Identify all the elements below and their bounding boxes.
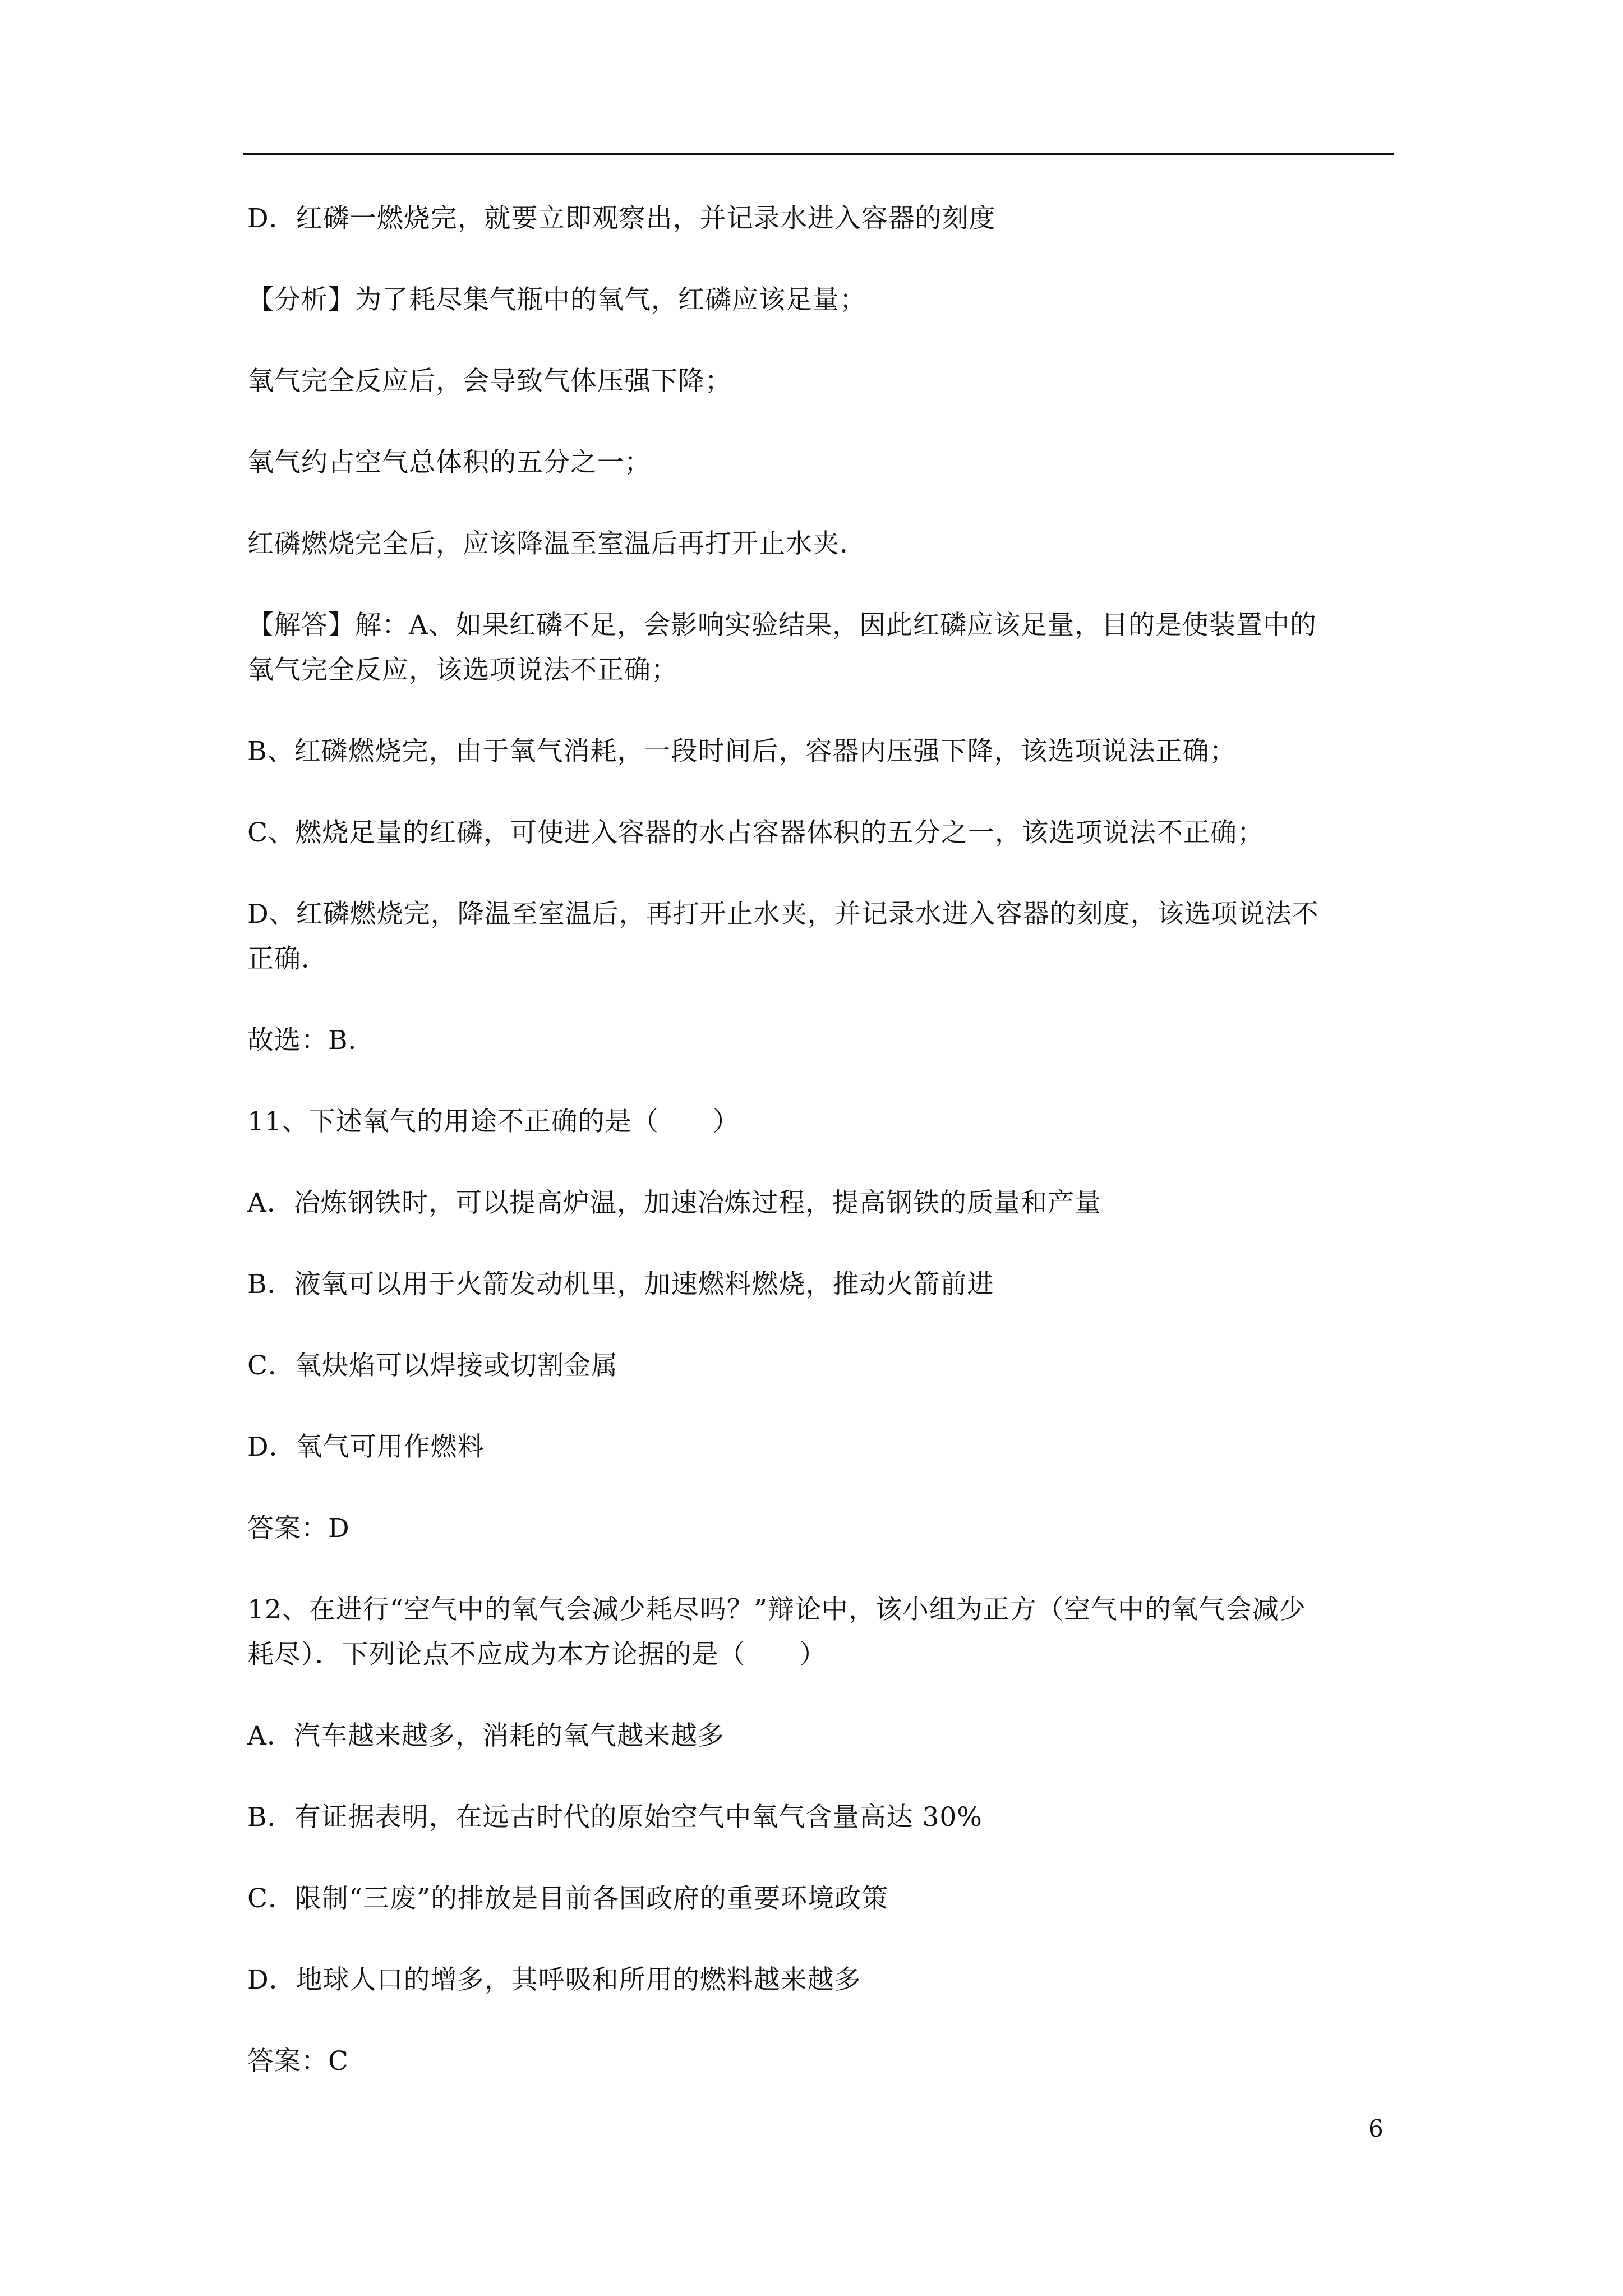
analysis-line: 氧气完全反应后，会导致气体压强下降； bbox=[247, 366, 732, 397]
question-11-stem: 11、下述氧气的用途不正确的是（ ） bbox=[247, 1106, 740, 1137]
analysis-line: 【分析】为了耗尽集气瓶中的氧气，红磷应该足量； bbox=[247, 284, 866, 315]
question-11-answer: 答案：D bbox=[247, 1513, 350, 1544]
question-12-stem: 耗尽）．下列论点不应成为本方论据的是（ ） bbox=[247, 1639, 827, 1670]
option-d-line: D．红磷一燃烧完，就要立即观察出，并记录水进入容器的刻度 bbox=[247, 203, 996, 234]
solution-line: C、燃烧足量的红磷，可使进入容器的水占容器体积的五分之一，该选项说法不正确； bbox=[247, 817, 1264, 848]
question-11-option-c: C．氧炔焰可以焊接或切割金属 bbox=[247, 1350, 618, 1381]
question-12-stem: 12、在进行“空气中的氧气会减少耗尽吗？”辩论中，该小组为正方（空气中的氧气会减少 bbox=[247, 1594, 1306, 1625]
answer-line: 故选：B． bbox=[247, 1025, 375, 1056]
question-11-option-b: B．液氧可以用于火箭发动机里，加速燃料燃烧，推动火箭前进 bbox=[247, 1269, 994, 1300]
analysis-line: 氧气约占空气总体积的五分之一； bbox=[247, 447, 651, 478]
question-11-option-a: A．冶炼钢铁时，可以提高炉温，加速冶炼过程，提高钢铁的质量和产量 bbox=[247, 1188, 1101, 1218]
question-12-option-c: C．限制“三废”的排放是目前各国政府的重要环境政策 bbox=[247, 1883, 889, 1914]
question-11-option-d: D．氧气可用作燃料 bbox=[247, 1432, 485, 1462]
page-number: 6 bbox=[1368, 2115, 1384, 2142]
solution-line: B、红磷燃烧完，由于氧气消耗，一段时间后，容器内压强下降，该选项说法正确； bbox=[247, 736, 1237, 767]
question-12-option-d: D．地球人口的增多，其呼吸和所用的燃料越来越多 bbox=[247, 1964, 861, 1995]
question-12-option-a: A．汽车越来越多，消耗的氧气越来越多 bbox=[247, 1720, 725, 1751]
question-12-option-b: B．有证据表明，在远古时代的原始空气中氧气含量高达 30% bbox=[247, 1802, 983, 1833]
solution-line: 氧气完全反应，该选项说法不正确； bbox=[247, 655, 678, 685]
analysis-line: 红磷燃烧完全后，应该降温至室温后再打开止水夹． bbox=[247, 528, 866, 559]
solution-line: D、红磷燃烧完，降温至室温后，再打开止水夹，并记录水进入容器的刻度，该选项说法不 bbox=[247, 899, 1319, 930]
solution-line: 【解答】解：A、如果红磷不足，会影响实验结果，因此红磷应该足量，目的是使装置中的 bbox=[247, 610, 1317, 641]
header-rule bbox=[243, 153, 1394, 155]
solution-line: 正确． bbox=[247, 944, 328, 974]
question-12-answer: 答案：C bbox=[247, 2046, 349, 2077]
